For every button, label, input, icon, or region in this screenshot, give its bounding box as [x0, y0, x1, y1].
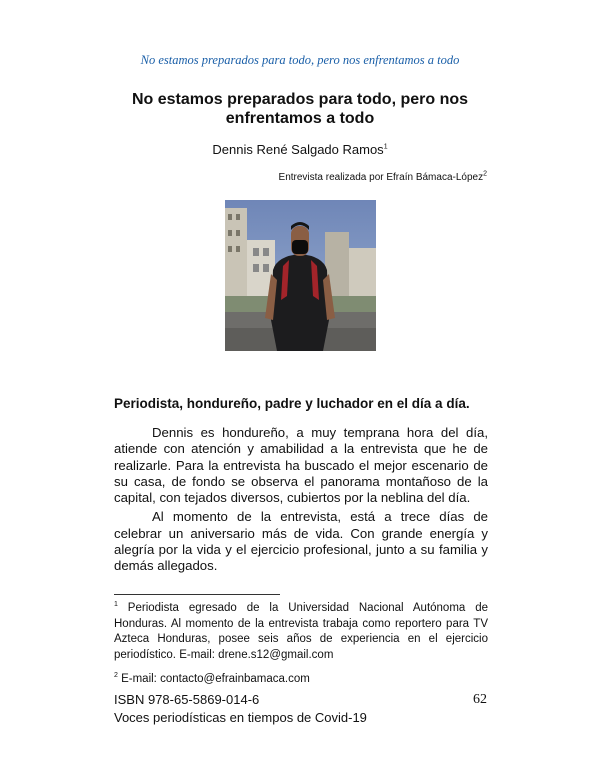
footnote-1: [114, 601, 488, 663]
running-header: No estamos preparados para todo, pero nos enfrentamos a todo: [140, 53, 460, 67]
author-line: [0, 142, 600, 157]
article-subtitle: Periodista, hondureño, padre y luchador en el día a día.: [114, 396, 470, 411]
interviewee-photo: [225, 200, 376, 351]
author-footnote-ref[interactable]: 1: [383, 143, 388, 151]
body-paragraph: Dennis es hondureño, a muy temprana hora del día, atiende con atención y amabilidad a la entrevista que he de realizarle. Para la entrevista ha buscado el mejor escenario de su casa, de fondo se observa el panorama montañoso de la capital, con tejados diversos, cubiertos por la neblina del día.: [114, 425, 488, 506]
interviewer-line: [279, 172, 487, 183]
footnote-marker: 2: [114, 672, 118, 680]
footnote-divider: [114, 594, 280, 595]
footnote-2: [114, 672, 488, 688]
article-body: [114, 425, 488, 575]
isbn: ISBN 978-65-5869-014-6: [114, 692, 260, 707]
page-number: 62: [473, 692, 487, 707]
interviewer-footnote-ref[interactable]: 2: [483, 170, 487, 178]
author-name: Dennis René Salgado Ramos: [212, 142, 384, 157]
book-title: Voces periodísticas en tiempos de Covid-19: [114, 710, 367, 725]
footnote-text: Periodista egresado de la Universidad Nacional Autónoma de Honduras. Al momento de la entrevista trabaja como reportero para TV Azteca Honduras, posee seis años de experiencia en el ejercicio periodístico. E-mail: drene.s12@gmail.com: [114, 602, 488, 661]
footnote-text: E-mail: contacto@efrainbamaca.com: [117, 673, 310, 685]
footnote-marker: 1: [114, 601, 118, 609]
article-title: No estamos preparados para todo, pero nos enfrentamos a todo: [131, 91, 469, 127]
interviewer-name: Entrevista realizada por Efraín Bámaca-López: [278, 172, 484, 183]
body-paragraph: Al momento de la entrevista, está a trece días de celebrar un aniversario más de vida. Con grande energía y alegría por la vida y el ejercicio profesional, junto a su familia y demás allegados.: [114, 509, 488, 574]
